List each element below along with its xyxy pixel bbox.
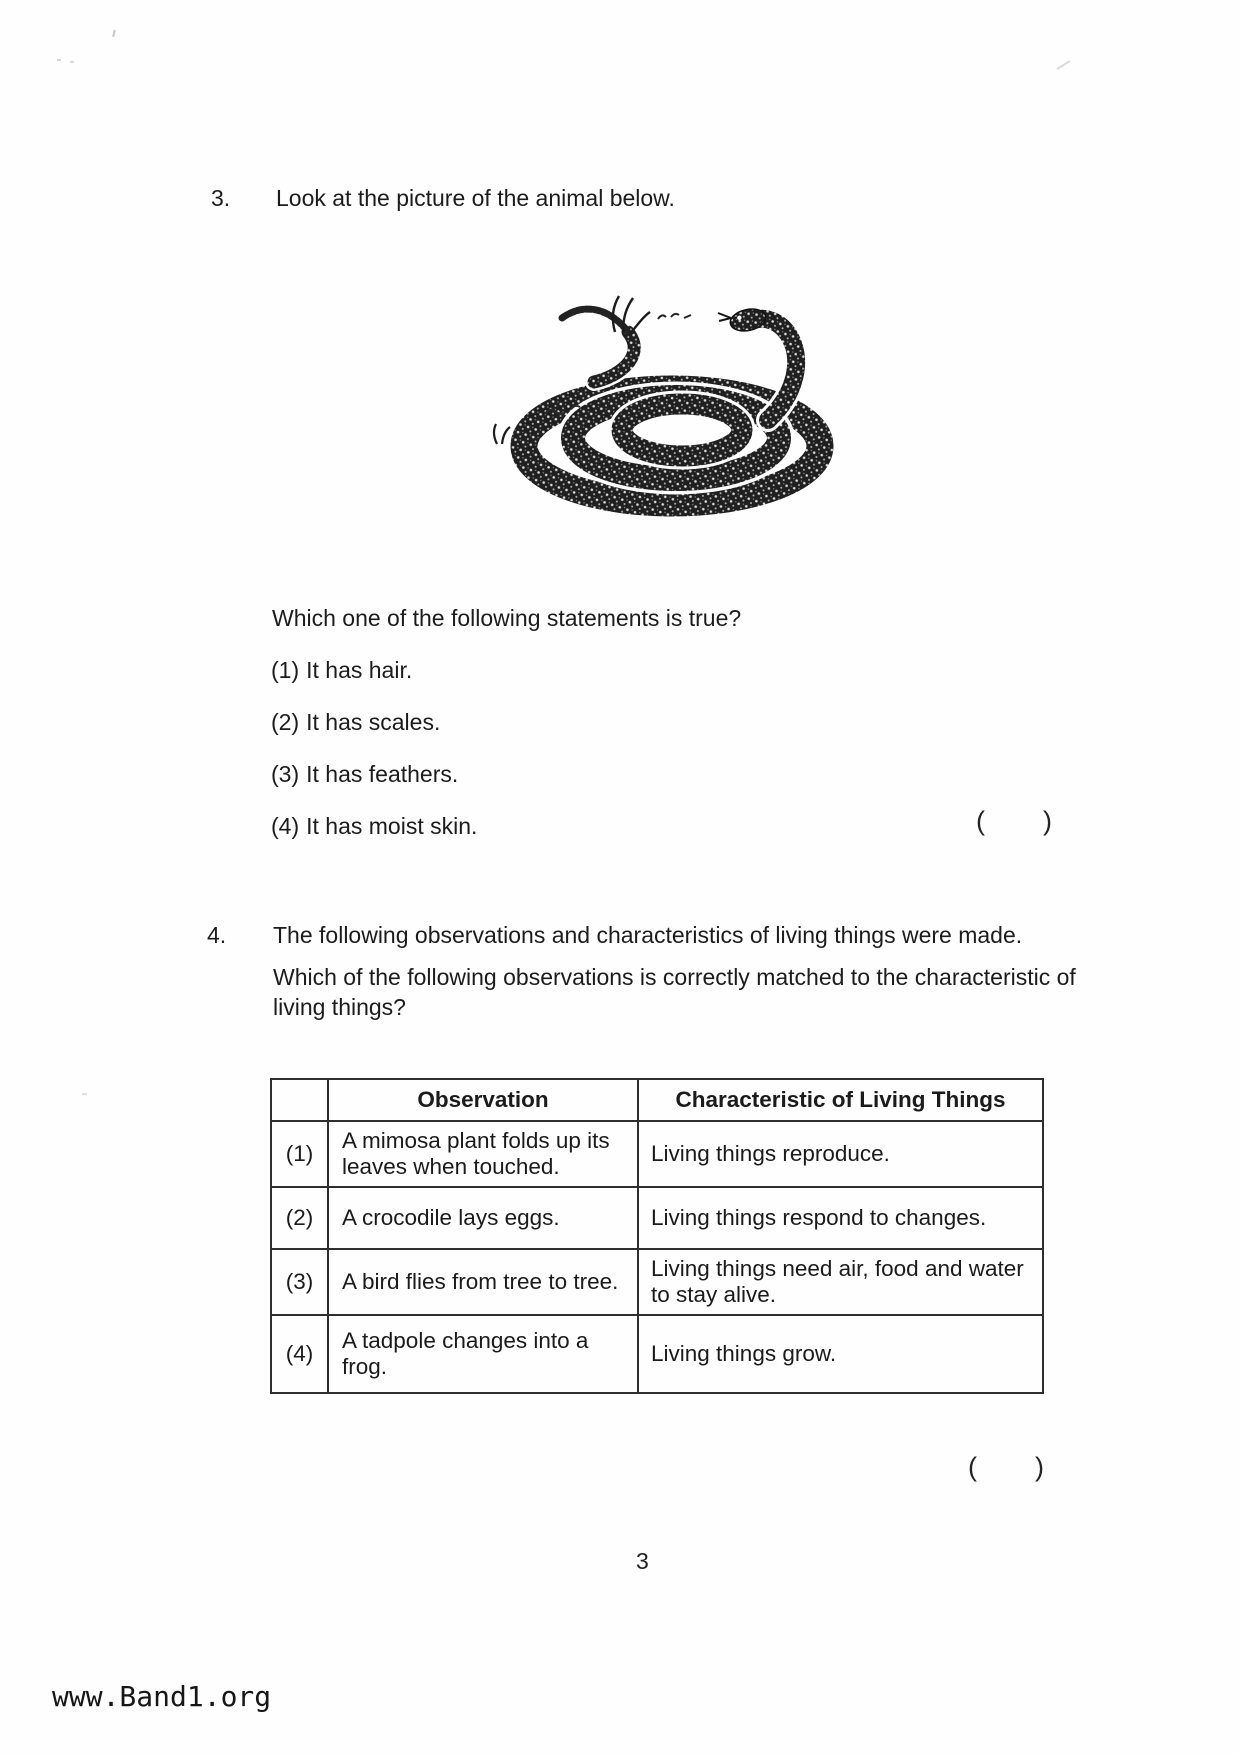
option-text: It has hair. xyxy=(306,657,413,683)
close-bracket: ) xyxy=(1043,806,1052,836)
snake-illustration xyxy=(445,288,845,523)
q3-answer-brackets xyxy=(976,806,1052,837)
q3-option-3 xyxy=(271,761,458,788)
q3-option-4 xyxy=(271,813,477,840)
q4-table xyxy=(270,1078,1044,1394)
table-corner-cell xyxy=(271,1079,328,1121)
observation-cell: A tadpole changes into a frog. xyxy=(328,1315,638,1393)
row-label: (3) xyxy=(271,1249,328,1315)
option-text: It has moist skin. xyxy=(306,813,478,839)
table-row xyxy=(271,1315,1043,1393)
option-label: (2) xyxy=(271,709,300,735)
characteristic-cell: Living things need air, food and water to stay alive. xyxy=(638,1249,1043,1315)
scan-speck xyxy=(82,1093,87,1095)
q3-option-1 xyxy=(271,657,412,684)
row-label: (1) xyxy=(271,1121,328,1187)
q4-answer-brackets xyxy=(968,1452,1044,1483)
observation-cell: A bird flies from tree to tree. xyxy=(328,1249,638,1315)
q3-option-2 xyxy=(271,709,440,736)
table-header-row xyxy=(271,1079,1043,1121)
option-text: It has feathers. xyxy=(306,761,459,787)
q3-question: Which one of the following statements is true? xyxy=(272,605,742,631)
option-label: (4) xyxy=(271,813,300,839)
q4-number: 4. xyxy=(207,922,227,948)
table-row xyxy=(271,1121,1043,1187)
characteristic-cell: Living things respond to changes. xyxy=(638,1187,1043,1249)
q3-prompt: Look at the picture of the animal below. xyxy=(276,185,675,211)
table-row xyxy=(271,1187,1043,1249)
scan-speck xyxy=(57,59,61,61)
table-row xyxy=(271,1249,1043,1315)
q4-question: Which of the following observations is correctly matched to the characteristic of living things? xyxy=(273,964,1076,1020)
close-bracket: ) xyxy=(1035,1452,1044,1482)
characteristic-cell: Living things grow. xyxy=(638,1315,1043,1393)
scan-speck xyxy=(70,61,74,63)
characteristic-cell: Living things reproduce. xyxy=(638,1121,1043,1187)
grass-tuft xyxy=(494,424,510,444)
option-label: (1) xyxy=(271,657,300,683)
q4-intro: The following observations and characteristics of living things were made. xyxy=(273,922,1023,948)
snake-coil-inner xyxy=(622,404,742,456)
observation-cell: A crocodile lays eggs. xyxy=(328,1187,638,1249)
watermark: www.Band1.org xyxy=(52,1680,272,1713)
option-label: (3) xyxy=(271,761,300,787)
observation-cell: A mimosa plant folds up its leaves when touched. xyxy=(328,1121,638,1187)
page-number: 3 xyxy=(636,1548,649,1574)
col-observation: Observation xyxy=(328,1079,638,1121)
option-text: It has scales. xyxy=(306,709,441,735)
snake-rattle xyxy=(562,309,628,332)
q3-number: 3. xyxy=(211,185,231,211)
row-label: (4) xyxy=(271,1315,328,1393)
open-bracket: ( xyxy=(976,806,985,836)
row-label: (2) xyxy=(271,1187,328,1249)
col-characteristic: Characteristic of Living Things xyxy=(638,1079,1043,1121)
open-bracket: ( xyxy=(968,1452,977,1482)
scan-speck xyxy=(1057,60,1071,70)
grass-marks xyxy=(658,314,691,319)
snake-tongue xyxy=(718,313,731,321)
scan-speck xyxy=(112,30,116,37)
